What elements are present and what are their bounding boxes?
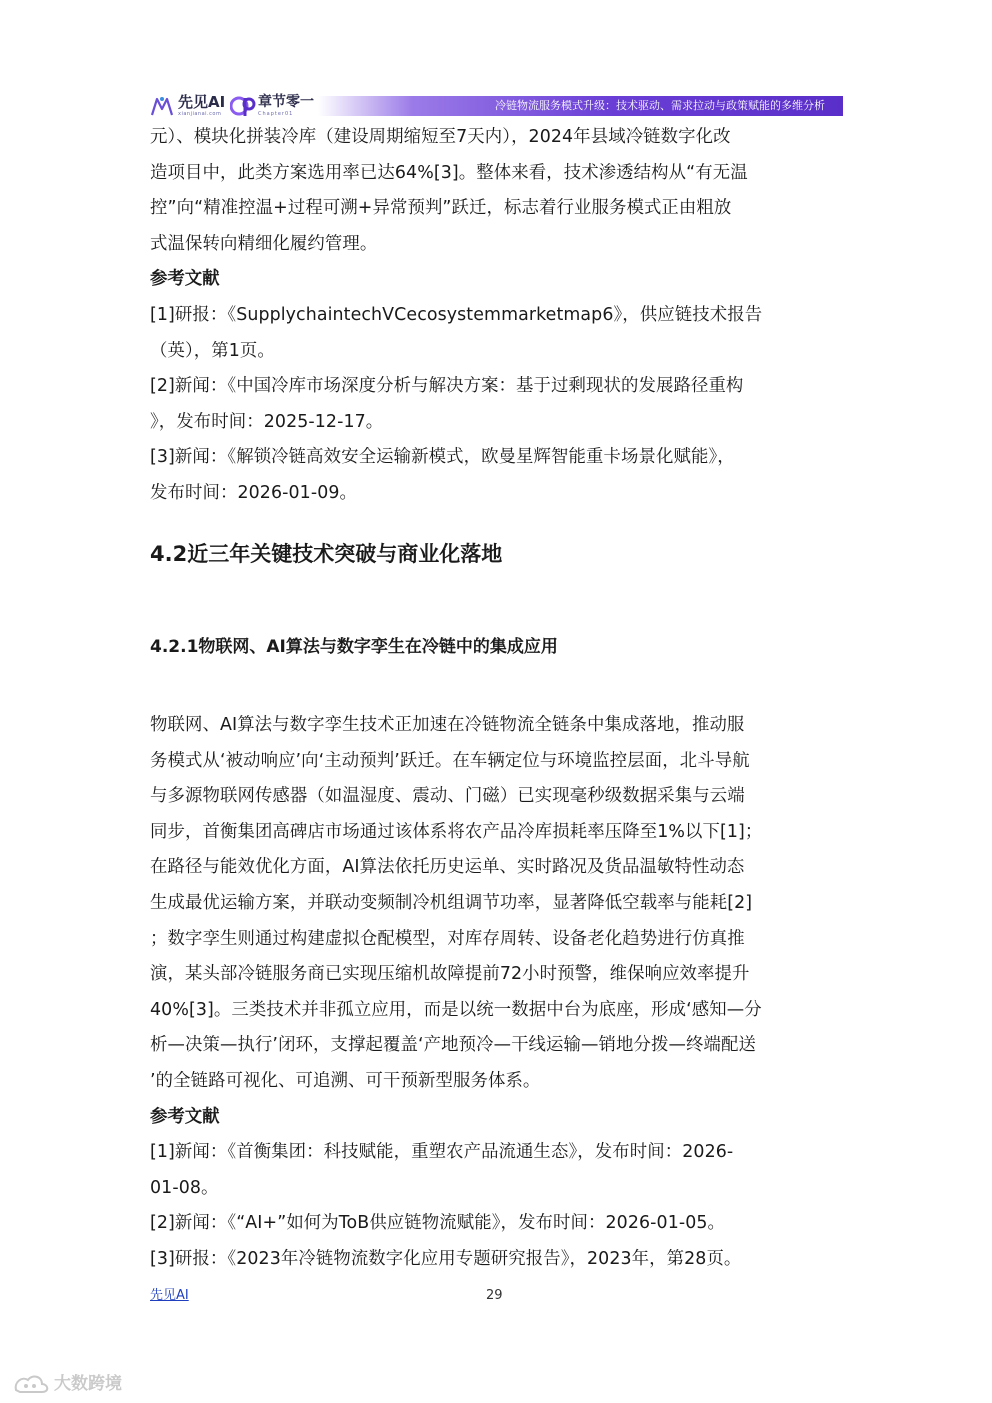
page-number: 29 — [486, 1288, 503, 1303]
paragraph-line: 元）、模块化拼装冷库（建设周期缩短至7天内），2024年县域冷链数字化改 — [150, 127, 731, 147]
section-2-body — [150, 708, 843, 1278]
paragraph-line: 在路径与能效优化方面，AI算法依托历史运单、实时路况及货品温敏特性动态 — [150, 857, 745, 878]
reference-line: [3]研报：《2023年冷链物流数字化应用专题研究报告》，2023年，第28页。 — [150, 1248, 742, 1269]
logo-brand-subtext: xianjianai.com — [178, 111, 222, 117]
reference-line: 01-08。 — [150, 1177, 219, 1198]
header-banner — [318, 96, 843, 116]
section-1-body — [150, 120, 843, 512]
logo-brand-text: 先见AI — [178, 93, 226, 111]
paragraph-line: 造项目中，此类方案选用率已达64%[3]。整体来看，技术渗透结构从“有无温 — [150, 162, 748, 183]
section-heading-4-2: 4.2近三年关键技术突破与商业化落地 — [150, 542, 503, 566]
reference-line: [2]新闻：《中国冷库市场深度分析与解决方案：基于过剩现状的发展路径重构 — [150, 376, 744, 397]
watermark-logo-icon — [12, 1372, 52, 1396]
subsection-heading-4-2-1: 4.2.1物联网、AI算法与数字孪生在冷链中的集成应用 — [150, 637, 558, 657]
references-heading: 参考文献 — [150, 1106, 220, 1127]
paragraph-line: 生成最优运输方案，并联动变频制冷机组调节功率，显著降低空载率与能耗[2] — [150, 892, 753, 913]
footer-brand-link[interactable]: 先见AI — [150, 1288, 189, 1303]
reference-line: [3]新闻：《解锁冷链高效安全运输新模式，欧曼星辉智能重卡场景化赋能》， — [150, 447, 735, 468]
paragraph-line: 析—决策—执行’闭环，支撑起覆盖‘产地预冷—干线运输—销地分拨—终端配送 — [150, 1035, 756, 1056]
xianjian-logo-icon — [150, 95, 174, 117]
watermark-text: 大数跨境 — [54, 1374, 122, 1394]
paragraph-line: 物联网、AI算法与数字孪生技术正加速在冷链物流全链条中集成落地，推动服 — [150, 715, 745, 735]
reference-line: （英），第1页。 — [150, 340, 275, 361]
paragraph-line: ；数字孪生则通过构建虚拟仓配模型，对库存周转、设备老化趋势进行仿真推 — [150, 928, 745, 949]
header-banner-title: 冷链物流服务模式升级：技术驱动、需求拉动与政策赋能的多维分析 — [495, 99, 825, 112]
reference-line: 发布时间：2026-01-09。 — [150, 482, 358, 503]
paragraph-line: 演，某头部冷链服务商已实现压缩机故障提前72小时预警，维保响应效率提升 — [150, 964, 750, 985]
chapter-logo-subtext: Chapter01 — [258, 111, 294, 117]
reference-line: [1]研报：《SupplychaintechVCecosystemmarketmap6》，供应链技术报告 — [150, 304, 763, 325]
reference-line: [2]新闻：《“AI+”如何为ToB供应链物流赋能》，发布时间：2026-01-05。 — [150, 1213, 726, 1234]
paragraph-line: ’的全链路可视化、可追溯、可干预新型服务体系。 — [150, 1070, 541, 1091]
paragraph-line: 40%[3]。三类技术并非孤立应用，而是以统一数据中台为底座，形成‘感知—分 — [150, 999, 762, 1020]
chapter-logo-text: 章节零一 — [258, 94, 314, 110]
page-header — [150, 92, 843, 120]
reference-line: [1]新闻：《首衡集团：科技赋能，重塑农产品流通生态》，发布时间：2026- — [150, 1142, 734, 1163]
paragraph-line: 务模式从‘被动响应’向‘主动预判’跃迁。在车辆定位与环境监控层面，北斗导航 — [150, 750, 750, 771]
reference-line: 》，发布时间：2025-12-17。 — [150, 411, 384, 432]
chapter-logo-icon — [230, 95, 256, 117]
paragraph-line: 式温保转向精细化履约管理。 — [150, 233, 378, 254]
paragraph-line: 同步，首衡集团高碑店市场通过该体系将农产品冷库损耗率压降至1%以下[1]； — [150, 821, 763, 842]
paragraph-line: 与多源物联网传感器（如温湿度、震动、门磁）已实现毫秒级数据采集与云端 — [150, 786, 745, 807]
references-heading: 参考文献 — [150, 269, 220, 290]
watermark — [12, 1372, 142, 1396]
paragraph-line: 控”向“精准控温+过程可溯+异常预判”跃迁，标志着行业服务模式正由粗放 — [150, 198, 732, 219]
